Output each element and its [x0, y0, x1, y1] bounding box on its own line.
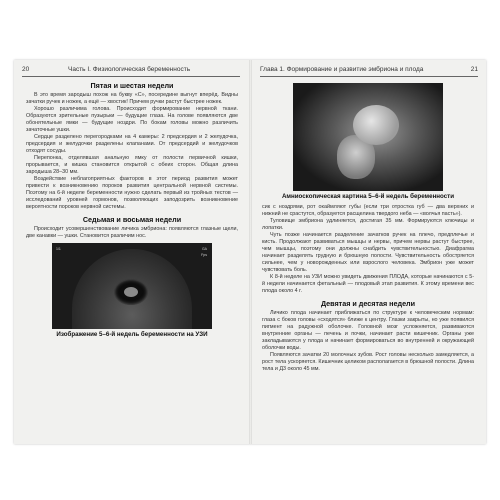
section-heading-weeks-5-6: Пятая и шестая недели — [90, 81, 174, 90]
ultrasound-image — [52, 243, 212, 329]
right-running-header — [260, 66, 478, 77]
paragraph: Чуть позже начинается разделение зачатков ручек на плечо, предплечье и кисть. Продолжают развиваться мышцы и нервы, причем нервы растут быстрее, чем мышцы, поэтому они должны снабдить чувствительностью. Диафрагма начинает разделять грудную и брюшную полости. Чувствительность обостряется сильнее, чем у новорожденных или взрослого человека. Эмбрион уже может чувствовать боль. — [262, 232, 474, 273]
figure-caption-amnioscopy: Амниоскопическая картина 5–6-й недель беременности — [281, 193, 455, 200]
figure-caption-ultrasound: Изображение 5–6-й недель беременности на УЗИ — [56, 331, 208, 338]
paragraph: К 8-й неделе на УЗИ можно увидеть движения ПЛОДА, которые начинаются с 5-й недели начинается фетальный — плодовый этап развития. К этому времени вес плода около 4 г. — [262, 274, 474, 294]
right-page-number: 21 — [470, 66, 478, 73]
paragraph: Хорошо различима голова. Происходит формирование нервной ткани. Образуются зрительные пузырьки — будущие глаза. На голове появляются две обонятельные ямки — будущие ноздри. По бокам головы можно различить зачаточные ушки. — [26, 106, 238, 133]
paragraph: Личико плода начинает приближаться по структуре к человеческим нормам: глаза с боков головы «сходятся» ближе к центру. Глазки закрыты, но уже появился пигмент на радужной оболочке. Головной мозг усложняется, развиваются внутренние органы — печень и почки, начинает расти кишечник. Органы уже закладываются у плода и начинает формироваться во внутренней и окружающей оболочки воды. — [262, 310, 474, 351]
paragraph: Туловище эмбриона удлиняется, достигая 35 мм. Формируются ключицы и лопатки. — [262, 218, 474, 231]
paragraph: Происходит усовершенствование личика эмбриона: появляются глазные щели, две канавки — ушки. Становится различим нос. — [26, 226, 238, 239]
embryo-shape — [124, 287, 138, 297]
paragraph: Сердце разделено перегородками на 4 камеры: 2 предсердия и 2 желудочка, предсердия и желудочки разделены клапанами. От предсердий и желудочков отходят сосуды. — [26, 134, 238, 154]
section-heading-weeks-7-8: Седьмая и восьмая недели — [82, 215, 182, 224]
paragraph: Воздействие неблагоприятных факторов в этот период развития может привести к возникновению пороков развития центральной нервной системы. Поэтому на 6-й неделе беременности нужно сделать первый из тройных тестов — исследований уровней гормонов, позволяющих заподозрить возникновение вероятности пороков нервной системы. — [26, 176, 238, 210]
book-spread — [14, 60, 486, 444]
left-page-number: 20 — [22, 66, 30, 73]
left-page-content — [26, 80, 238, 438]
left-running-header — [22, 66, 240, 77]
paragraph: Появляются зачатки 20 молочных зубов. Рост головы несколько замедляется, а рост тела ускоряется. Кишечник целиком располагается в брюшной полости. Длина тела и Д3 около 45 мм. — [262, 352, 474, 372]
section-heading-weeks-9-10: Девятая и десятая недели — [320, 299, 416, 308]
paragraph: В это время зародыш похож на букву «С», посередине выгнут вперёд. Видны зачатки ручек и ножек, а ещё — хвостик! Причем ручки растут быстрее ножек. — [26, 92, 238, 105]
right-running-title: Глава 1. Формирование и развитие эмбриона и плода — [260, 66, 424, 73]
left-page — [14, 60, 248, 444]
paragraph: сик с ноздрями, рот окаймляют губы (если три отростка губ — два верхних и нижний не срастутся, образуется расщелина твердого неба — «волчья пасть»). — [262, 204, 474, 217]
left-running-title: Часть I. Физиологическая беременность — [68, 66, 191, 73]
right-page-content — [262, 80, 474, 438]
ultrasound-label: Fps — [201, 253, 207, 257]
ultrasound-label: 1/1 — [56, 247, 61, 251]
amnioscopy-image — [293, 83, 443, 191]
embryo-head — [353, 105, 399, 145]
right-page — [252, 60, 486, 444]
paragraph: Перепонка, отделявшая анальную ямку от полости первичной кишки, прорывается, и кишка становится открытой с обеих сторон. Общая длина зародыша 28–30 мм. — [26, 155, 238, 175]
ultrasound-label: GA — [201, 247, 207, 251]
background-margin — [0, 456, 500, 500]
